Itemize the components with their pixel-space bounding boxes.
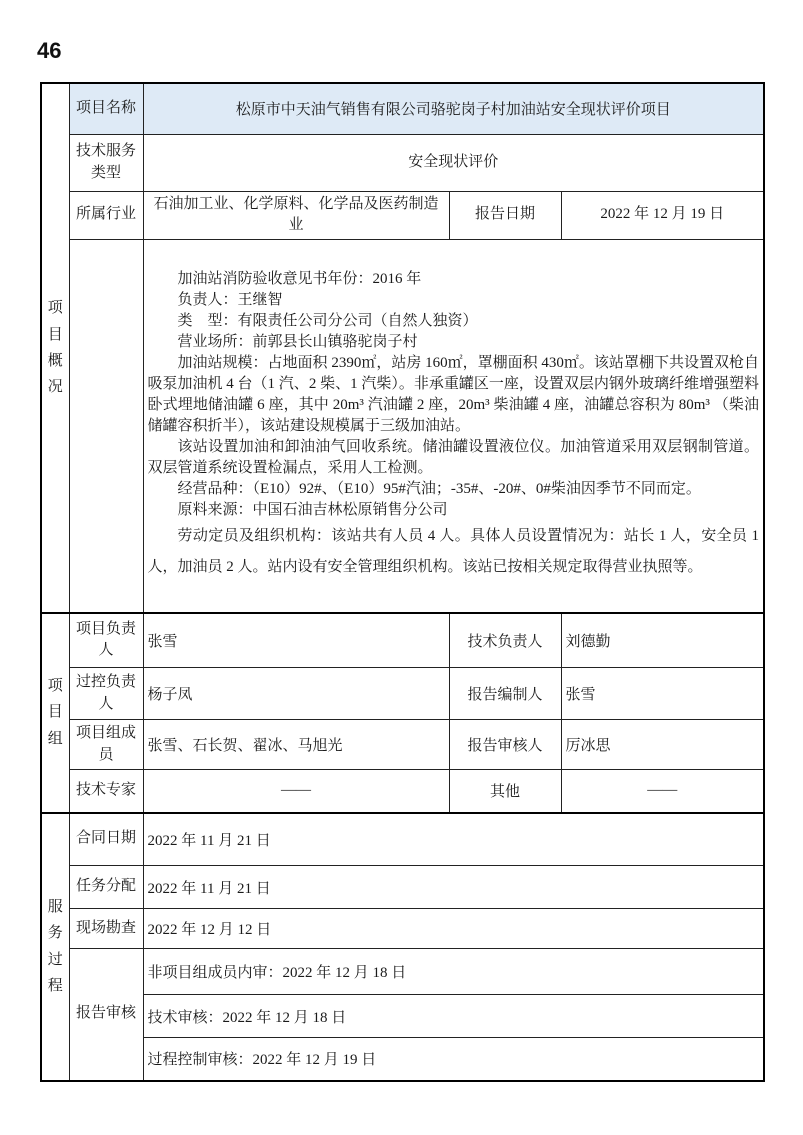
row-site-survey (41, 909, 764, 949)
other-label: 其他 (449, 770, 561, 813)
section-label-service-process: 服务过程 (41, 813, 69, 1081)
row-report-review-technical (41, 995, 764, 1038)
industry-label: 所属行业 (69, 191, 143, 240)
section-label-project-team: 项目组 (41, 613, 69, 813)
row-team-members (41, 720, 764, 770)
report-review-internal-value: 非项目组成员内审：2022 年 12 月 18 日 (143, 949, 764, 995)
process-control-leader-label: 过控负责人 (69, 668, 143, 720)
tech-expert-value: —— (143, 770, 449, 813)
report-review-technical-value: 技术审核：2022 年 12 月 18 日 (143, 995, 764, 1038)
project-name-value: 松原市中天油气销售有限公司骆驼岗子村加油站安全现状评价项目 (143, 83, 764, 134)
row-project-leader (41, 613, 764, 668)
overview-text (143, 240, 764, 613)
overview-paragraph: 经营品种：（E10）92#、（E10）95#汽油；-35#、-20#、0#柴油因季节不同而定。 (177, 480, 701, 497)
overview-paragraph: 负责人：王继智 (177, 291, 283, 308)
project-info-table (40, 82, 765, 1082)
tech-leader-label: 技术负责人 (449, 613, 561, 668)
report-date-label: 报告日期 (449, 191, 561, 240)
industry-value: 石油加工业、化学原料、化学品及医药制造业 (143, 191, 449, 240)
overview-paragraph: 该站设置加油和卸油油气回收系统。储油罐设置液位仪。加油管道采用双层钢制管道。双层管道系统设置检漏点，采用人工检测。 (147, 438, 759, 476)
process-control-leader-value: 杨子凤 (143, 668, 449, 720)
row-report-review-internal (41, 949, 764, 995)
row-contract-date (41, 813, 764, 866)
report-reviewer-value: 厉冰思 (561, 720, 764, 770)
row-project-name (41, 83, 764, 134)
overview-paragraph: 加油站规模：占地面积 2390㎡，站房 160㎡，罩棚面积 430㎡。该站罩棚下共设置双枪自吸泵加油机 4 台（1 汽、2 柴、1 汽柴）。非承重罐区一座，设置双层内钢外玻璃纤维增强塑料卧式埋地储油罐 6 座，其中 20m³ 汽油罐 2 座，20m³ 柴油罐 4 座，油罐总容积为 80m³ （柴油储罐容积折半），该站建设规模属于三级加油站。 (147, 354, 759, 434)
overview-paragraph: 劳动定员及组织机构：该站共有人员 4 人。具体人员设置情况为：站长 1 人，安全员 1 人，加油员 2 人。站内设有安全管理组织机构。该站已按相关规定取得营业执照等。 (147, 527, 759, 575)
report-author-label: 报告编制人 (449, 668, 561, 720)
report-review-label: 报告审核 (69, 949, 143, 1081)
report-date-value: 2022 年 12 月 19 日 (561, 191, 764, 240)
project-name-label: 项目名称 (69, 83, 143, 134)
page-number: 46 (37, 38, 62, 63)
report-author-value: 张雪 (561, 668, 764, 720)
report-reviewer-label: 报告审核人 (449, 720, 561, 770)
overview-empty-label-cell (69, 240, 143, 613)
service-type-label: 技术服务类型 (69, 134, 143, 191)
service-type-value: 安全现状评价 (143, 134, 764, 191)
site-survey-value: 2022 年 12 月 12 日 (143, 909, 764, 949)
tech-expert-label: 技术专家 (69, 770, 143, 813)
tech-leader-value: 刘德勤 (561, 613, 764, 668)
project-leader-value: 张雪 (143, 613, 449, 668)
contract-date-label: 合同日期 (69, 813, 143, 866)
row-process-control-leader (41, 668, 764, 720)
report-review-process-value: 过程控制审核：2022 年 12 月 19 日 (143, 1038, 764, 1081)
other-value: —— (561, 770, 764, 813)
contract-date-value: 2022 年 11 月 21 日 (143, 813, 764, 866)
overview-paragraph: 加油站消防验收意见书年份：2016 年 (177, 270, 422, 287)
row-tech-expert (41, 770, 764, 813)
row-report-review-process (41, 1038, 764, 1081)
overview-paragraph: 营业场所：前郭县长山镇骆驼岗子村 (177, 333, 418, 350)
section-label-overview: 项目概况 (41, 83, 69, 613)
team-members-label: 项目组成员 (69, 720, 143, 770)
overview-paragraph: 类 型：有限责任公司分公司（自然人独资） (177, 312, 478, 329)
site-survey-label: 现场勘查 (69, 909, 143, 949)
row-task-assignment (41, 866, 764, 909)
row-service-type (41, 134, 764, 191)
row-overview (41, 240, 764, 613)
row-industry (41, 191, 764, 240)
team-members-value: 张雪、石长贺、翟冰、马旭光 (143, 720, 449, 770)
task-assignment-label: 任务分配 (69, 866, 143, 909)
project-leader-label: 项目负责人 (69, 613, 143, 668)
task-assignment-value: 2022 年 11 月 21 日 (143, 866, 764, 909)
overview-paragraph: 原料来源：中国石油吉林松原销售分公司 (177, 501, 448, 518)
